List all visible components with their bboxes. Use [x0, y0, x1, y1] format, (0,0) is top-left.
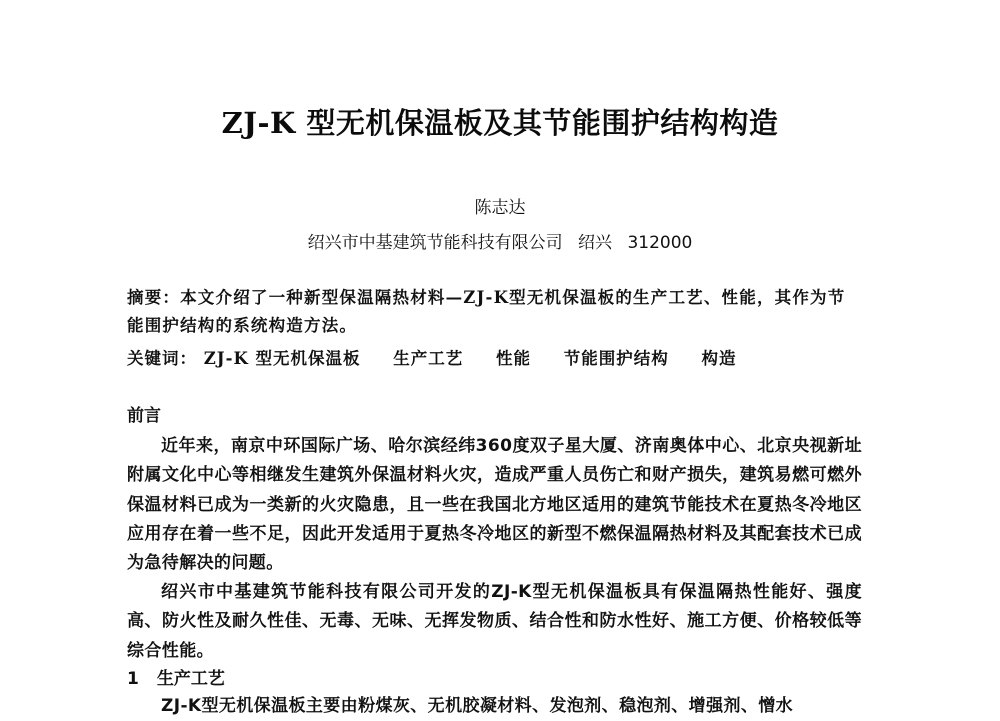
keywords — [127, 344, 862, 373]
author-affiliation: 绍兴市中基建筑节能科技有限公司 绍兴 312000 — [307, 233, 693, 253]
keyword: 构造 — [701, 349, 737, 368]
keyword: 生产工艺 — [393, 349, 464, 368]
preface-paragraph: 近年来，南京中环国际广场、哈尔滨经纬360度双子星大厦、济南奥体中心、北京央视新址附属文化中心等相继发生建筑外保温材料火灾，造成严重人员伤亡和财产损失，建筑易燃可燃外保温材料已成为一类新的火灾隐患，且一些在我国北方地区适用的建筑节能技术在夏热冬冷地区应用存在着一些不足，因此开发适用于夏热冬冷地区的新型不燃保温隔热材料及其配套技术已成为急待解决的问题。 — [127, 436, 862, 574]
keyword: 性能 — [496, 349, 532, 368]
preface-paragraph: 绍兴市中基建筑节能科技有限公司开发的ZJ-K型无机保温板具有保温隔热性能好、强度高、防火性及耐久性佳、无毒、无味、无挥发物质、结合性和防水性好、施工方便、价格较低等综合性能。 — [127, 582, 862, 661]
section-number: 1 — [127, 669, 139, 689]
author-name: 陈志达 — [474, 198, 526, 218]
keyword: 节能围护结构 — [563, 349, 669, 368]
abstract: 摘要：本文介绍了一种新型保温隔热材料—ZJ-K型无机保温板的生产工艺、性能，其作为节能围护结构的系统构造方法。 — [127, 288, 846, 335]
section-paragraph: ZJ-K型无机保温板主要由粉煤灰、无机胶凝材料、发泡剂、稳泡剂、增强剂、憎水 — [161, 696, 794, 716]
paper-title: ZJ-K 型无机保温板及其节能围护结构构造 — [221, 106, 779, 140]
keywords-label: 关键词： — [127, 349, 197, 368]
preface-heading: 前言 — [127, 406, 161, 426]
keyword: ZJ-K 型无机保温板 — [203, 349, 361, 368]
section-title: 生产工艺 — [156, 669, 225, 689]
section-heading — [127, 664, 225, 689]
